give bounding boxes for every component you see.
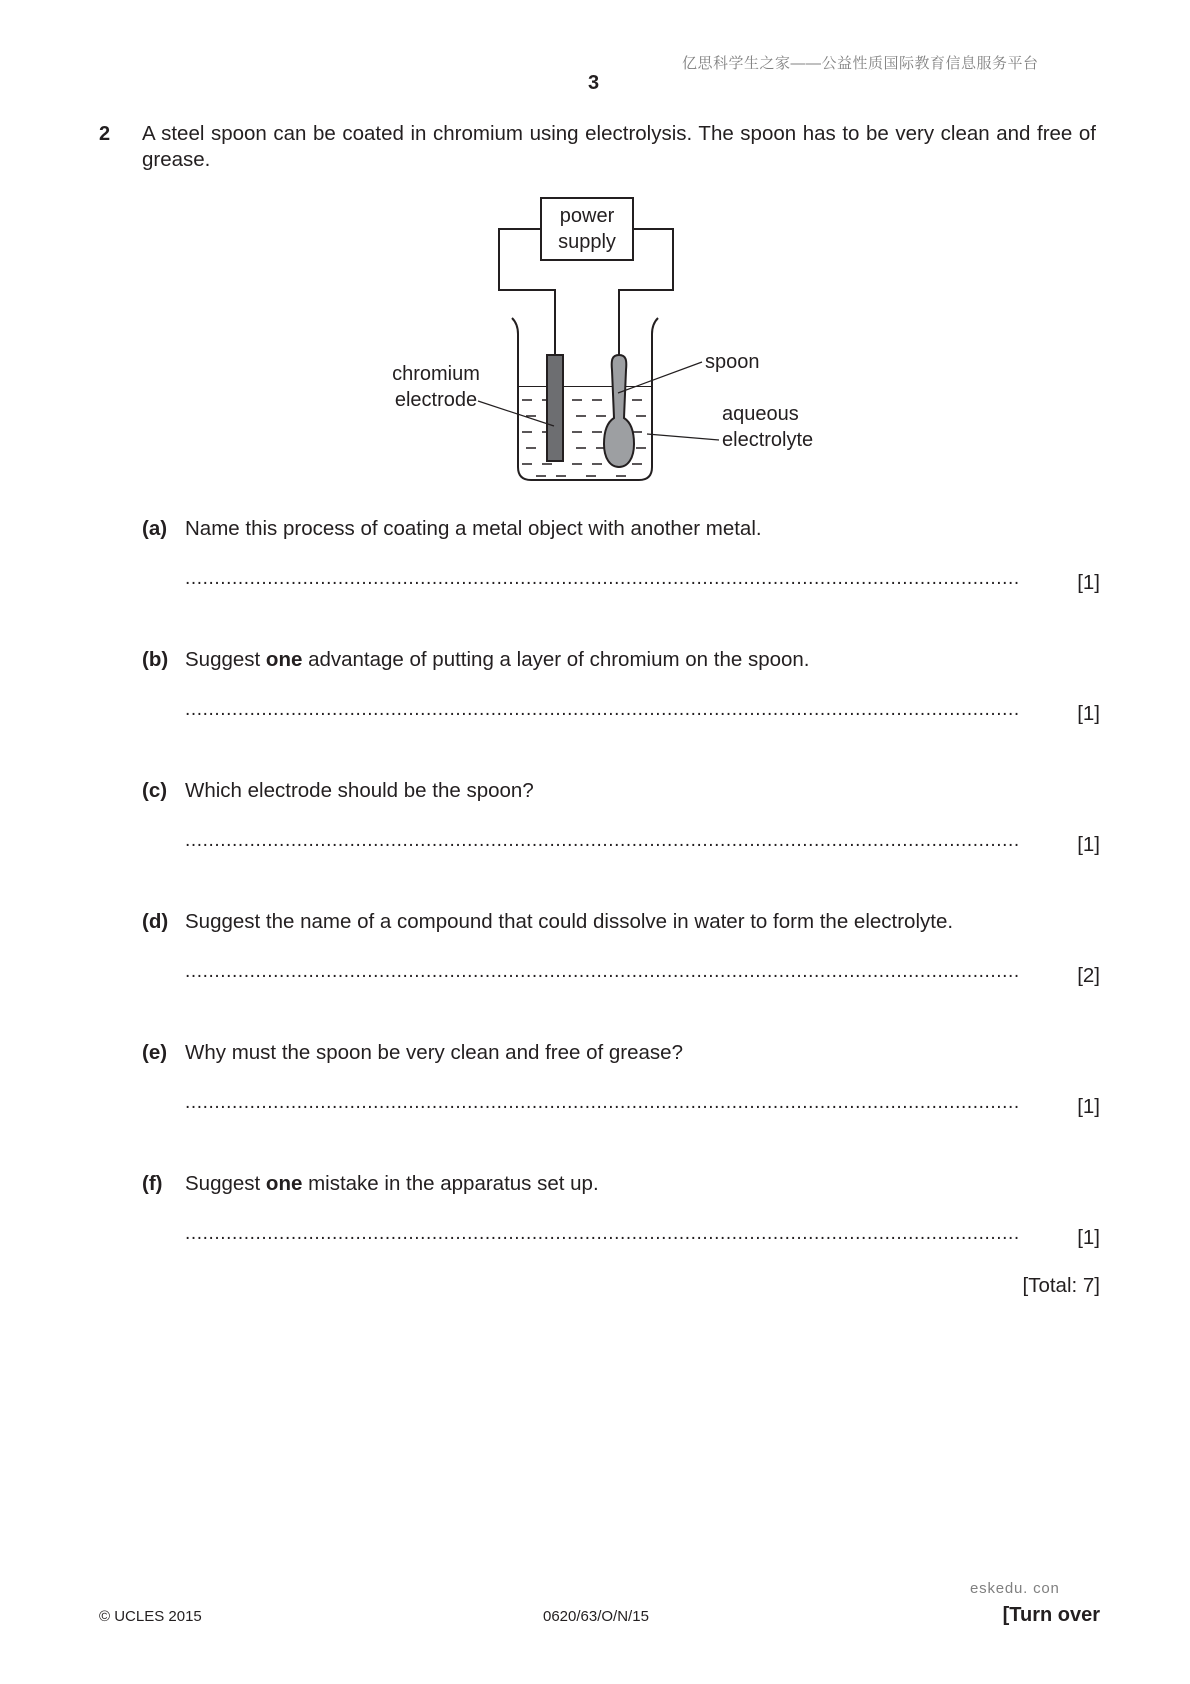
electrolyte-label-line1: aqueous bbox=[722, 403, 799, 425]
spoon-pointer bbox=[618, 362, 702, 393]
part-d-answer-line[interactable]: .............................................................................................................................................. bbox=[185, 961, 1020, 982]
question-number: 2 bbox=[99, 123, 111, 145]
footer-copyright: © UCLES 2015 bbox=[99, 1608, 202, 1625]
spoon bbox=[604, 355, 634, 467]
footer-paper-code: 0620/63/O/N/15 bbox=[543, 1608, 649, 1625]
part-e-label: (e) bbox=[142, 1041, 168, 1064]
power-supply-label-line1: power bbox=[559, 205, 615, 227]
electrolyte-pointer bbox=[647, 434, 719, 440]
part-f-mark: [1] bbox=[1077, 1226, 1100, 1249]
part-c-answer-line[interactable]: .............................................................................................................................................. bbox=[185, 830, 1020, 851]
turn-over: [Turn over bbox=[1002, 1604, 1100, 1626]
part-c-question: Which electrode should be the spoon? bbox=[185, 779, 534, 802]
page-number: 3 bbox=[588, 72, 600, 94]
power-supply-label-line2: supply bbox=[558, 231, 616, 253]
part-d-question: Suggest the name of a compound that could dissolve in water to form the electrolyte. bbox=[185, 910, 954, 933]
part-e-answer-line[interactable]: .............................................................................................................................................. bbox=[185, 1092, 1020, 1113]
spoon-label: spoon bbox=[705, 351, 760, 373]
header-watermark: 亿思科学生之家——公益性质国际教育信息服务平台 bbox=[682, 55, 1039, 72]
part-b-label: (b) bbox=[142, 648, 169, 671]
part-b-question: Suggest one advantage of putting a layer of chromium on the spoon. bbox=[185, 648, 810, 671]
part-d-mark: [2] bbox=[1077, 964, 1100, 987]
part-f-answer-line[interactable]: .............................................................................................................................................. bbox=[185, 1223, 1020, 1244]
part-a-answer-line[interactable]: .............................................................................................................................................. bbox=[185, 568, 1020, 589]
electroplating-diagram bbox=[360, 190, 840, 500]
chromium-electrode bbox=[547, 355, 563, 461]
beaker bbox=[512, 318, 658, 480]
chromium-electrode-label-line2: electrode bbox=[394, 389, 478, 411]
total-marks: [Total: 7] bbox=[1022, 1274, 1100, 1297]
part-a-mark: [1] bbox=[1077, 571, 1100, 594]
part-c-label: (c) bbox=[142, 779, 168, 802]
part-f-question: Suggest one mistake in the apparatus set up. bbox=[185, 1172, 599, 1195]
electrolyte-label-line2: electrolyte bbox=[722, 429, 814, 451]
footer-watermark: eskedu. con bbox=[970, 1580, 1060, 1597]
chromium-electrode-label-line1: chromium bbox=[392, 363, 480, 385]
part-f-label: (f) bbox=[142, 1172, 163, 1195]
part-e-mark: [1] bbox=[1077, 1095, 1100, 1118]
part-a-question: Name this process of coating a metal object with another metal. bbox=[185, 517, 762, 540]
part-b-mark: [1] bbox=[1077, 702, 1100, 725]
part-c-mark: [1] bbox=[1077, 833, 1100, 856]
question-intro: A steel spoon can be coated in chromium using electrolysis. The spoon has to be very clean and free of grease. bbox=[142, 122, 1096, 171]
part-a-label: (a) bbox=[142, 517, 168, 540]
chromium-pointer bbox=[478, 401, 554, 426]
part-b-answer-line[interactable]: .............................................................................................................................................. bbox=[185, 699, 1020, 720]
part-e-question: Why must the spoon be very clean and free of grease? bbox=[185, 1041, 683, 1064]
part-d-label: (d) bbox=[142, 910, 169, 933]
